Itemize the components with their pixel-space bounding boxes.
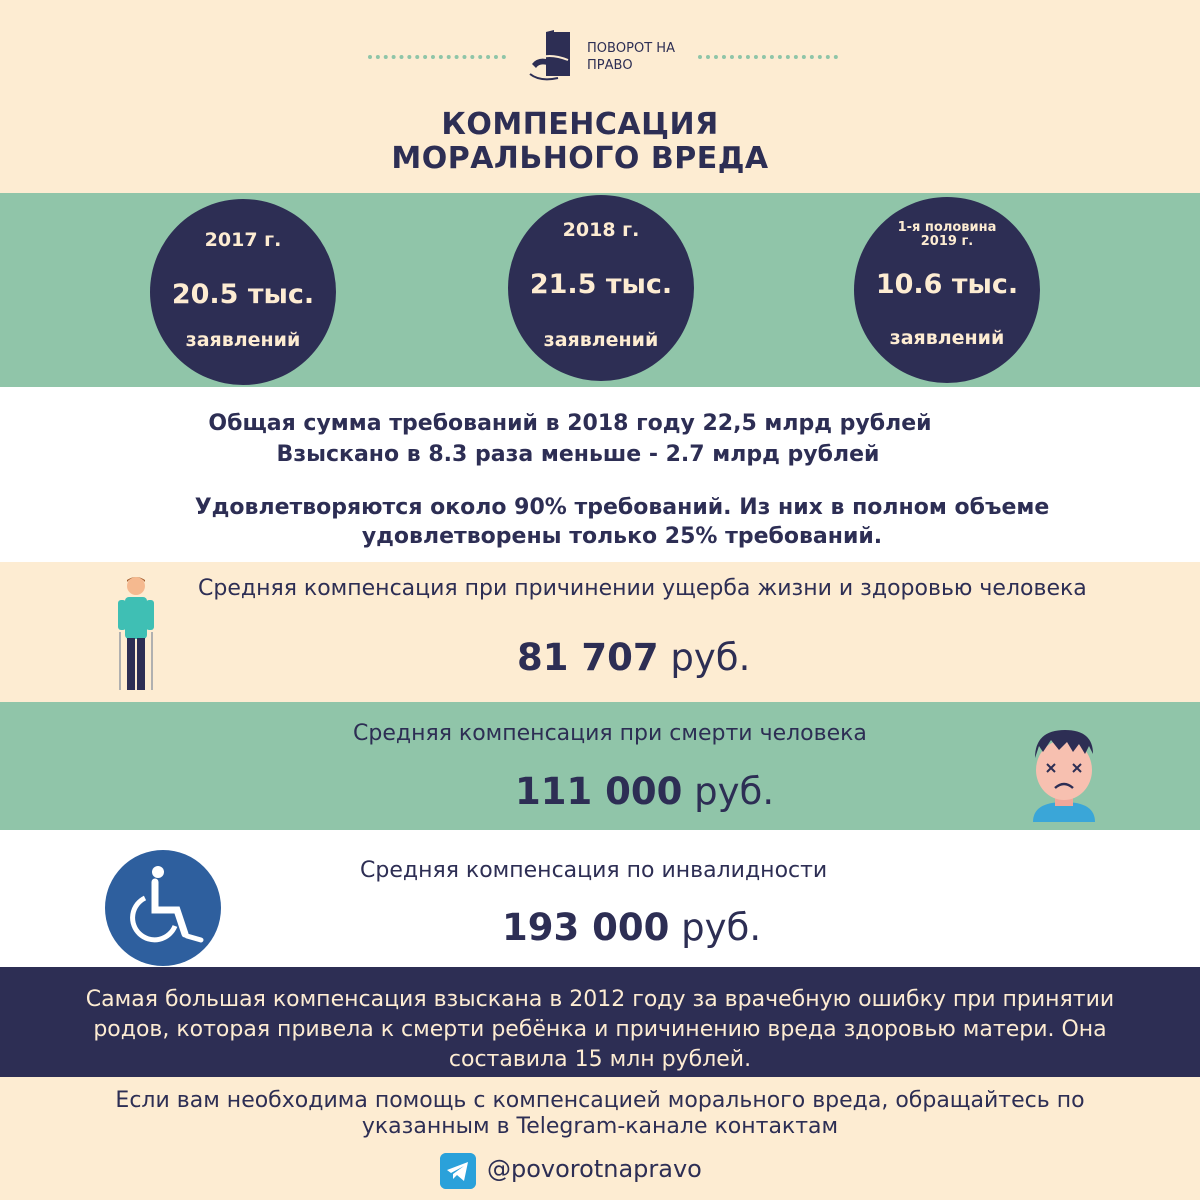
stat-circle-2017 <box>150 199 336 385</box>
highlight-band <box>0 967 1200 1077</box>
stat-year-line-2: 2019 г. <box>920 234 974 249</box>
amount-currency: руб. <box>658 636 751 679</box>
header <box>0 0 1200 193</box>
footer-text <box>40 1088 1160 1140</box>
decorative-dots-right <box>698 55 838 59</box>
stat-count: 10.6 тыс. <box>875 269 1019 300</box>
yearly-stats-band <box>0 193 1200 387</box>
decorative-dots-left <box>368 55 506 59</box>
compensation-row-death <box>0 702 1200 830</box>
stat-count: 20.5 тыс. <box>171 279 315 310</box>
wheelchair-icon <box>105 850 221 966</box>
row-caption: Средняя компенсация при смерти человека <box>353 721 867 746</box>
summary-band <box>0 387 1200 562</box>
row-caption: Средняя компенсация по инвалидности <box>360 858 828 883</box>
stat-circle-2019 <box>854 197 1040 383</box>
stat-count: 21.5 тыс. <box>529 269 673 300</box>
summary-line-3: Удовлетворяются около 90% требований. Из них в полном объеме <box>194 495 1050 520</box>
highlight-line-2: родов, которая привела к смерти ребёнка и причинению вреда здоровью матери. Она <box>93 1017 1107 1042</box>
footer-line-1: Если вам необходима помощь с компенсацией морального вреда, обращайтесь по <box>115 1088 1085 1113</box>
logo-text <box>587 40 697 74</box>
summary-line-1: Общая сумма требований в 2018 году 22,5 млрд рублей <box>208 411 932 436</box>
stat-unit: заявлений <box>889 327 1005 349</box>
amount-currency: руб. <box>682 770 775 813</box>
stat-year-line-1: 1-я половина <box>897 220 997 235</box>
stat-unit: заявлений <box>185 329 301 351</box>
row-amount <box>502 906 761 949</box>
title-line-1: КОМПЕНСАЦИЯ <box>441 107 719 142</box>
amount-value: 111 000 <box>515 770 683 813</box>
logo-line-2: ПРАВО <box>587 58 633 73</box>
logo-line-1: ПОВОРОТ НА <box>587 41 675 56</box>
telegram-handle-link[interactable]: @povorotnapravo <box>487 1155 702 1183</box>
summary-line-4: удовлетворены только 25% требований. <box>361 524 883 549</box>
highlight-line-3: составила 15 млн рублей. <box>448 1047 752 1072</box>
logo-icon <box>528 30 576 82</box>
highlight-line-1: Самая большая компенсация взыскана в 2012 году за врачебную ошибку при принятии <box>85 987 1115 1012</box>
stat-year: 2018 г. <box>562 219 640 241</box>
stat-unit: заявлений <box>543 329 659 351</box>
page-title <box>330 108 830 176</box>
telegram-icon[interactable] <box>440 1153 476 1189</box>
amount-currency: руб. <box>669 906 762 949</box>
stat-year: 2017 г. <box>204 229 282 251</box>
row-caption: Средняя компенсация при причинении ущерба жизни и здоровью человека <box>198 576 1087 601</box>
stat-circle-2018 <box>508 195 694 381</box>
amount-value: 193 000 <box>502 906 670 949</box>
compensation-row-health <box>0 562 1200 702</box>
footer-line-2: указанным в Telegram-канале контактам <box>361 1114 839 1139</box>
row-amount <box>515 770 774 813</box>
compensation-row-disability <box>0 830 1200 967</box>
highlight-text <box>40 985 1160 1075</box>
sad-face-icon <box>1025 724 1103 822</box>
crutches-person-icon <box>112 572 160 694</box>
summary-line-2: Взыскано в 8.3 раза меньше - 2.7 млрд рублей <box>276 442 880 467</box>
row-amount <box>517 636 750 679</box>
title-line-2: МОРАЛЬНОГО ВРЕДА <box>391 141 769 176</box>
amount-value: 81 707 <box>517 636 659 679</box>
